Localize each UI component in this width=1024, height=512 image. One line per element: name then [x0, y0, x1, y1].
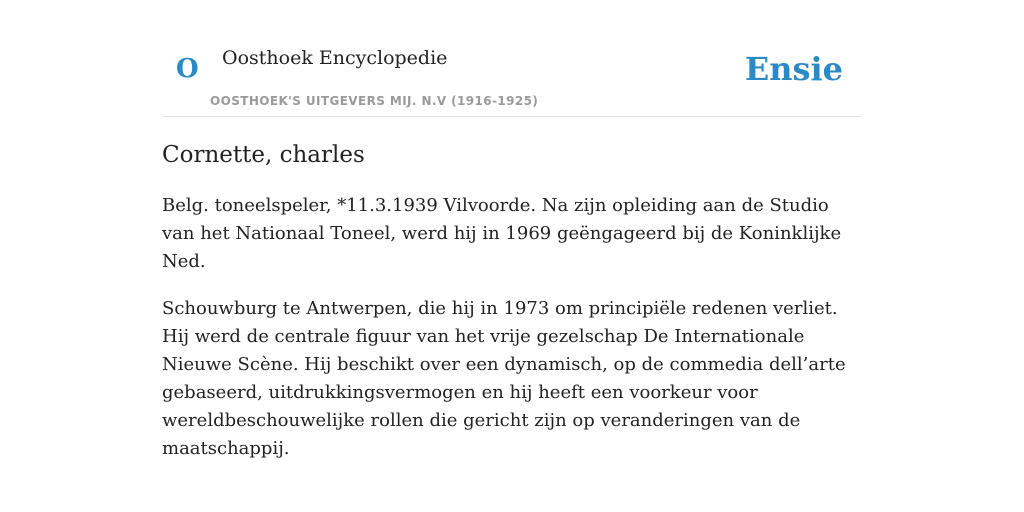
entry-paragraph: Schouwburg te Antwerpen, die hij in 1973 om principiële redenen verliet. Hij werd de centrale figuur van het vrije gezelschap De Internationale Nieuwe Scène. Hij beschikt over een dynamisch, op de commedia dell’arte gebaseerd, uitdrukkingsvermogen en hij heeft een voorkeur voor wereldbeschouwelijke rollen die gericht zijn op veranderingen van de maatschappij. — [162, 298, 846, 459]
publisher-label: OOSTHOEK'S UITGEVERS MIJ. N.V (1916-1925) — [210, 94, 539, 108]
entry-paragraph: Belg. toneelspeler, *11.3.1939 Vilvoorde. Na zijn opleiding aan de Studio van het Nationaal Toneel, werd hij in 1969 geëngageerd bij de Koninklijke Ned. — [162, 195, 842, 272]
book-logo[interactable]: O — [176, 54, 199, 84]
ensie-logo-link[interactable]: Ensie — [744, 50, 843, 88]
entry-title: Cornette, charles — [162, 142, 365, 168]
page — [162, 0, 862, 459]
entry-body — [162, 192, 862, 482]
book-title[interactable]: Oosthoek Encyclopedie — [222, 47, 448, 69]
book-header — [162, 0, 862, 117]
